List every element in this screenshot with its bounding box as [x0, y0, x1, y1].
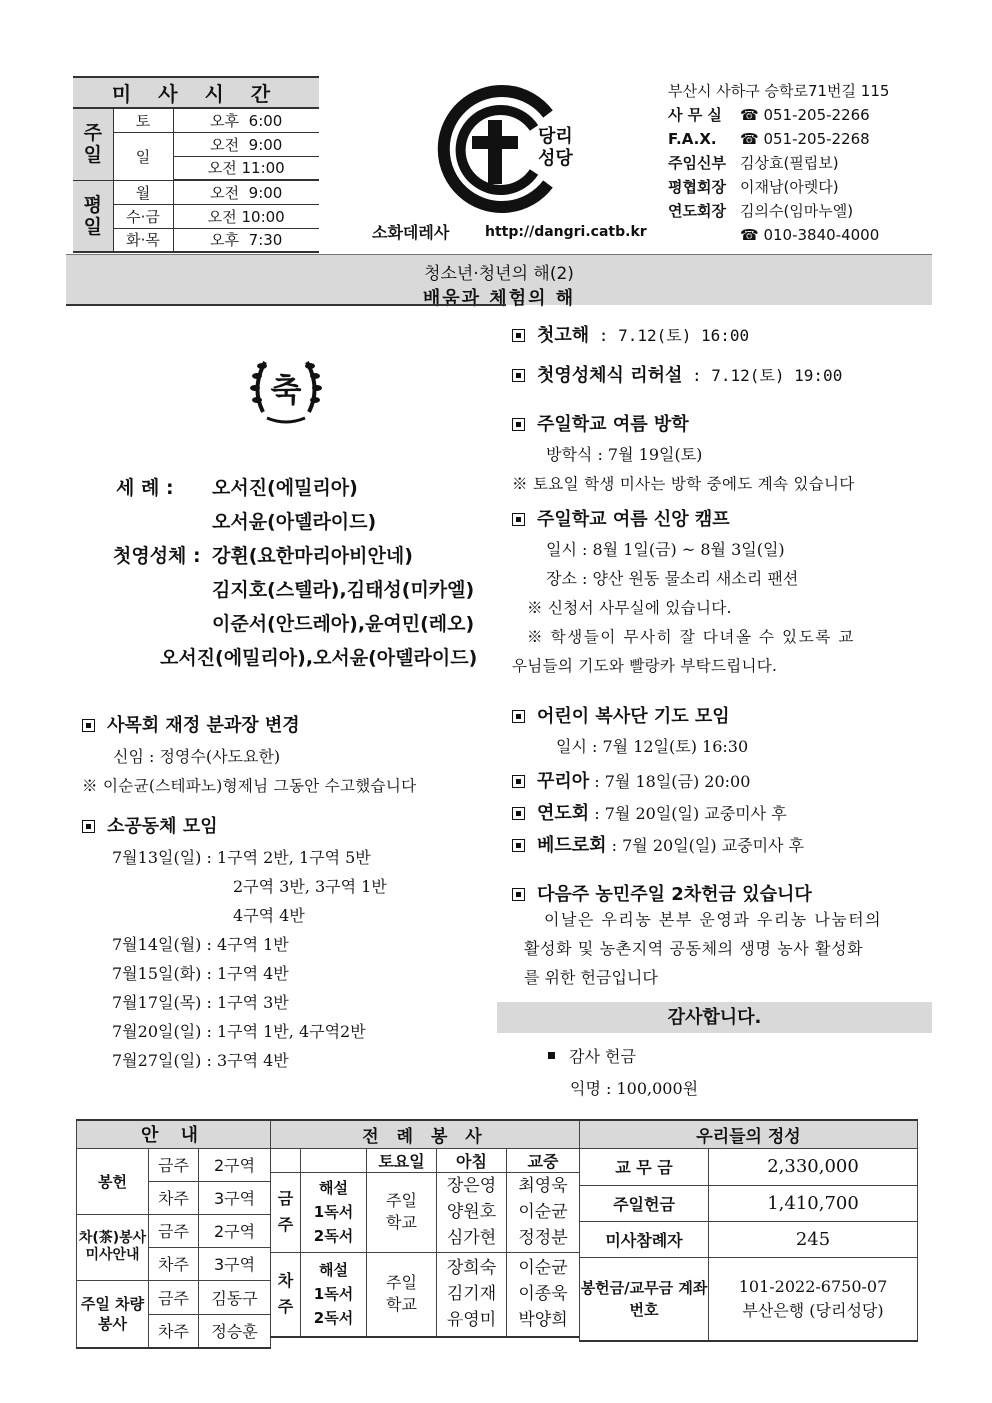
finance-note: ※ 이순균(스테파노)형제님 그동안 수고했습니다 — [82, 777, 417, 795]
offering-table — [579, 1119, 918, 1342]
legion-phone: ☎ 010-3840-4000 — [740, 226, 880, 244]
next-week-label: 차주 — [271, 1252, 301, 1337]
offering-label: 미사참례자 — [580, 1221, 709, 1257]
address: 부산시 사하구 승학로71번길 115 — [668, 82, 890, 100]
mass-times-table — [73, 76, 319, 253]
office-phone: ☎ 051-205-2266 — [740, 106, 870, 124]
liturgy-roles: 해설 1독서 2독서 — [301, 1172, 367, 1252]
mass-time: 오전 10:00 — [173, 204, 319, 228]
bullet-square-icon — [512, 369, 525, 382]
yeondo-item: 연도회 : 7월 20일(일) 교중미사 후 — [512, 799, 787, 825]
banner-line2: 배움과 체험의 해 — [422, 288, 576, 309]
camp-note: ※ 신청서 사무실에 있습니다. — [527, 599, 732, 617]
week-label: 차주 — [149, 1314, 199, 1348]
week-label: 금주 — [149, 1214, 199, 1247]
communion-name: 강휜(요한마리아비안네) — [212, 545, 413, 567]
communion-name: 오서진(에밀리아),오서윤(아델라이드) — [160, 647, 478, 669]
farmer-section-title: 다음주 농민주일 2차헌금 있습니다 — [512, 880, 812, 906]
liturgy-sat: 주일 학교 — [367, 1172, 437, 1252]
mass-day: 화·목 — [113, 228, 173, 252]
mass-time: 오전 11:00 — [173, 156, 319, 180]
priest-label: 주임신부 — [668, 154, 726, 172]
laurel-icon — [245, 348, 327, 430]
year-banner — [66, 254, 932, 309]
liturgy-main: 이순균 이종욱 박양희 — [507, 1252, 580, 1337]
community-item: 7월15일(화) : 1구역 4반 — [112, 964, 289, 983]
this-week-label: 금주 — [271, 1172, 301, 1252]
notice-label: 차(茶)봉사 미사안내 — [77, 1214, 149, 1280]
vincent-item: 베드로회 : 7월 20일(일) 교중미사 후 — [512, 831, 804, 857]
council-label: 평협회장 — [668, 178, 726, 196]
account-bank: 부산은행 (당리성당) — [742, 1300, 884, 1320]
thanks-title: 감사합니다. — [497, 1002, 932, 1033]
rehearsal-item: 첫영성체식 리허설 : 7.12(토) 19:00 — [512, 361, 842, 387]
finance-section-title: 사목회 재정 분과장 변경 — [82, 711, 300, 737]
notice-title: 안 내 — [77, 1120, 271, 1148]
svg-text:당리: 당리 — [538, 126, 573, 147]
offering-value: 2,330,000 — [709, 1148, 918, 1185]
bullet-square-icon — [512, 418, 525, 431]
mass-time: 오전 9:00 — [173, 180, 319, 204]
notice-value: 정승훈 — [199, 1314, 271, 1348]
mass-day: 일 — [113, 132, 173, 180]
baptism-label: 세 례 : — [116, 477, 174, 499]
thanks-item: 감사 헌금 — [548, 1044, 636, 1067]
community-item: 7월14일(월) : 4구역 1반 — [112, 935, 289, 954]
mass-time: 오전 9:00 — [173, 132, 319, 156]
community-item: 2구역 3반, 3구역 1반 — [233, 877, 387, 896]
offering-label: 주일헌금 — [580, 1185, 709, 1221]
notice-value: 3구역 — [199, 1181, 271, 1214]
week-label: 차주 — [149, 1181, 199, 1214]
camp-place: 장소 : 양산 원동 물소리 새소리 팬션 — [546, 569, 799, 588]
mass-time: 오후 6:00 — [173, 108, 319, 132]
account-info — [709, 1257, 918, 1341]
website-link[interactable]: http://dangri.catb.kr — [485, 224, 647, 240]
parish-logo — [430, 84, 580, 214]
patron-name: 소화데레사 — [372, 223, 450, 242]
mass-day: 월 — [113, 180, 173, 204]
community-section-title: 소공동체 모임 — [82, 812, 218, 838]
legion-label: 연도회장 — [668, 202, 726, 220]
bullet-icon — [548, 1052, 555, 1059]
divider — [66, 304, 506, 306]
confession-item: 첫고해 : 7.12(토) 16:00 — [512, 321, 749, 347]
bullet-square-icon — [512, 807, 525, 820]
offering-title: 우리들의 정성 — [580, 1120, 918, 1148]
council-name: 이재남(아렛다) — [740, 178, 839, 196]
fax-phone: ☎ 051-205-2268 — [740, 130, 870, 148]
priest-name: 김상효(필립보) — [740, 154, 839, 172]
community-item: 4구역 4반 — [233, 906, 305, 925]
liturgy-table — [270, 1119, 580, 1338]
community-item: 7월13일(일) : 1구역 2반, 1구역 5반 — [112, 848, 371, 867]
altar-section-title: 어린이 복사단 기도 모임 — [512, 702, 730, 728]
notice-value: 2구역 — [199, 1214, 271, 1247]
farmer-text: 를 위한 헌금입니다 — [524, 968, 658, 987]
mass-time: 오후 7:30 — [173, 228, 319, 252]
account-label: 봉헌금/교무금 계좌번호 — [580, 1257, 709, 1341]
baptism-name: 오서윤(아델라이드) — [212, 511, 377, 533]
week-label: 금주 — [149, 1280, 199, 1314]
communion-name: 이준서(안드레아),윤여민(레오) — [212, 613, 475, 635]
fax-label: F.A.X. — [668, 130, 717, 148]
camp-date: 일시 : 8월 1일(금) ~ 8월 3일(일) — [546, 540, 785, 559]
week-label: 금주 — [149, 1148, 199, 1181]
mass-day: 토 — [113, 108, 173, 132]
bullet-square-icon — [512, 775, 525, 788]
camp-note: ※ 학생들이 무사히 잘 다녀올 수 있도록 교 — [527, 628, 855, 646]
bullet-square-icon — [82, 719, 95, 732]
vacation-section-title: 주일학교 여름 방학 — [512, 410, 689, 436]
bullet-square-icon — [82, 820, 95, 833]
community-item: 7월17일(목) : 1구역 3반 — [112, 993, 289, 1012]
banner-line1: 청소년·청년의 해(2) — [424, 264, 574, 284]
liturgy-morning: 장은영 양원호 심가현 — [437, 1172, 507, 1252]
offering-value: 1,410,700 — [709, 1185, 918, 1221]
liturgy-col: 토요일 — [367, 1148, 437, 1172]
bullet-square-icon — [512, 839, 525, 852]
camp-note: 우님들의 기도와 빨랑카 부탁드립니다. — [512, 657, 778, 675]
community-item: 7월27일(일) : 3구역 4반 — [112, 1051, 289, 1070]
legion-name: 김의수(임마누엘) — [740, 202, 854, 220]
mass-times-title: 미 사 시 간 — [73, 77, 319, 108]
mass-day: 수·금 — [113, 204, 173, 228]
baptism-name: 오서진(에밀리아) — [212, 477, 358, 499]
offering-label: 교 무 금 — [580, 1148, 709, 1185]
notice-value: 김동구 — [199, 1280, 271, 1314]
curia-item: 꾸리아 : 7월 18일(금) 20:00 — [512, 767, 750, 793]
weekday-label: 평일 — [73, 180, 113, 252]
liturgy-sat: 주일 학교 — [367, 1252, 437, 1337]
office-label: 사 무 실 — [668, 106, 722, 124]
bullet-square-icon — [512, 710, 525, 723]
liturgy-morning: 장희숙 김기재 유영미 — [437, 1252, 507, 1337]
notice-table — [76, 1119, 271, 1349]
liturgy-title: 전 례 봉 사 — [271, 1120, 580, 1148]
parish-info — [668, 79, 889, 247]
bullet-square-icon — [512, 329, 525, 342]
notice-value: 2구역 — [199, 1148, 271, 1181]
account-number: 101-2022-6750-07 — [738, 1276, 888, 1296]
farmer-text: 활성화 및 농촌지역 공동체의 생명 농사 활성화 — [524, 939, 864, 958]
week-label: 차주 — [149, 1247, 199, 1280]
offering-value: 245 — [709, 1221, 918, 1257]
altar-date: 일시 : 7월 12일(토) 16:30 — [556, 737, 749, 756]
vacation-date: 방학식 : 7월 19일(토) — [546, 445, 703, 464]
celebration-emblem — [245, 348, 327, 430]
thanks-detail: 익명 : 100,000원 — [570, 1079, 699, 1098]
liturgy-roles: 해설 1독서 2독서 — [301, 1252, 367, 1337]
svg-text:성당: 성당 — [538, 148, 573, 169]
bullet-square-icon — [512, 888, 525, 901]
svg-text:축: 축 — [270, 371, 302, 409]
sunday-label: 주일 — [73, 108, 113, 180]
camp-section-title: 주일학교 여름 신앙 캠프 — [512, 505, 730, 531]
communion-name: 김지호(스텔라),김태성(미카엘) — [212, 579, 475, 601]
notice-value: 3구역 — [199, 1247, 271, 1280]
communion-label: 첫영성체 : — [113, 545, 201, 567]
notice-label: 주일 차량봉사 — [77, 1280, 149, 1348]
liturgy-col: 아침 — [437, 1148, 507, 1172]
community-item: 7월20일(일) : 1구역 1반, 4구역2반 — [112, 1022, 366, 1041]
notice-label: 봉헌 — [77, 1148, 149, 1214]
farmer-text: 이날은 우리농 본부 운영과 우리농 나눔터의 — [544, 910, 883, 929]
cross-logo-icon — [430, 84, 580, 214]
vacation-note: ※ 토요일 학생 미사는 방학 중에도 계속 있습니다 — [512, 475, 855, 493]
liturgy-col: 교중 — [507, 1148, 580, 1172]
finance-new: 신임 : 정영수(사도요한) — [113, 747, 281, 766]
bullet-square-icon — [512, 513, 525, 526]
liturgy-main: 최영욱 이순균 정정분 — [507, 1172, 580, 1252]
